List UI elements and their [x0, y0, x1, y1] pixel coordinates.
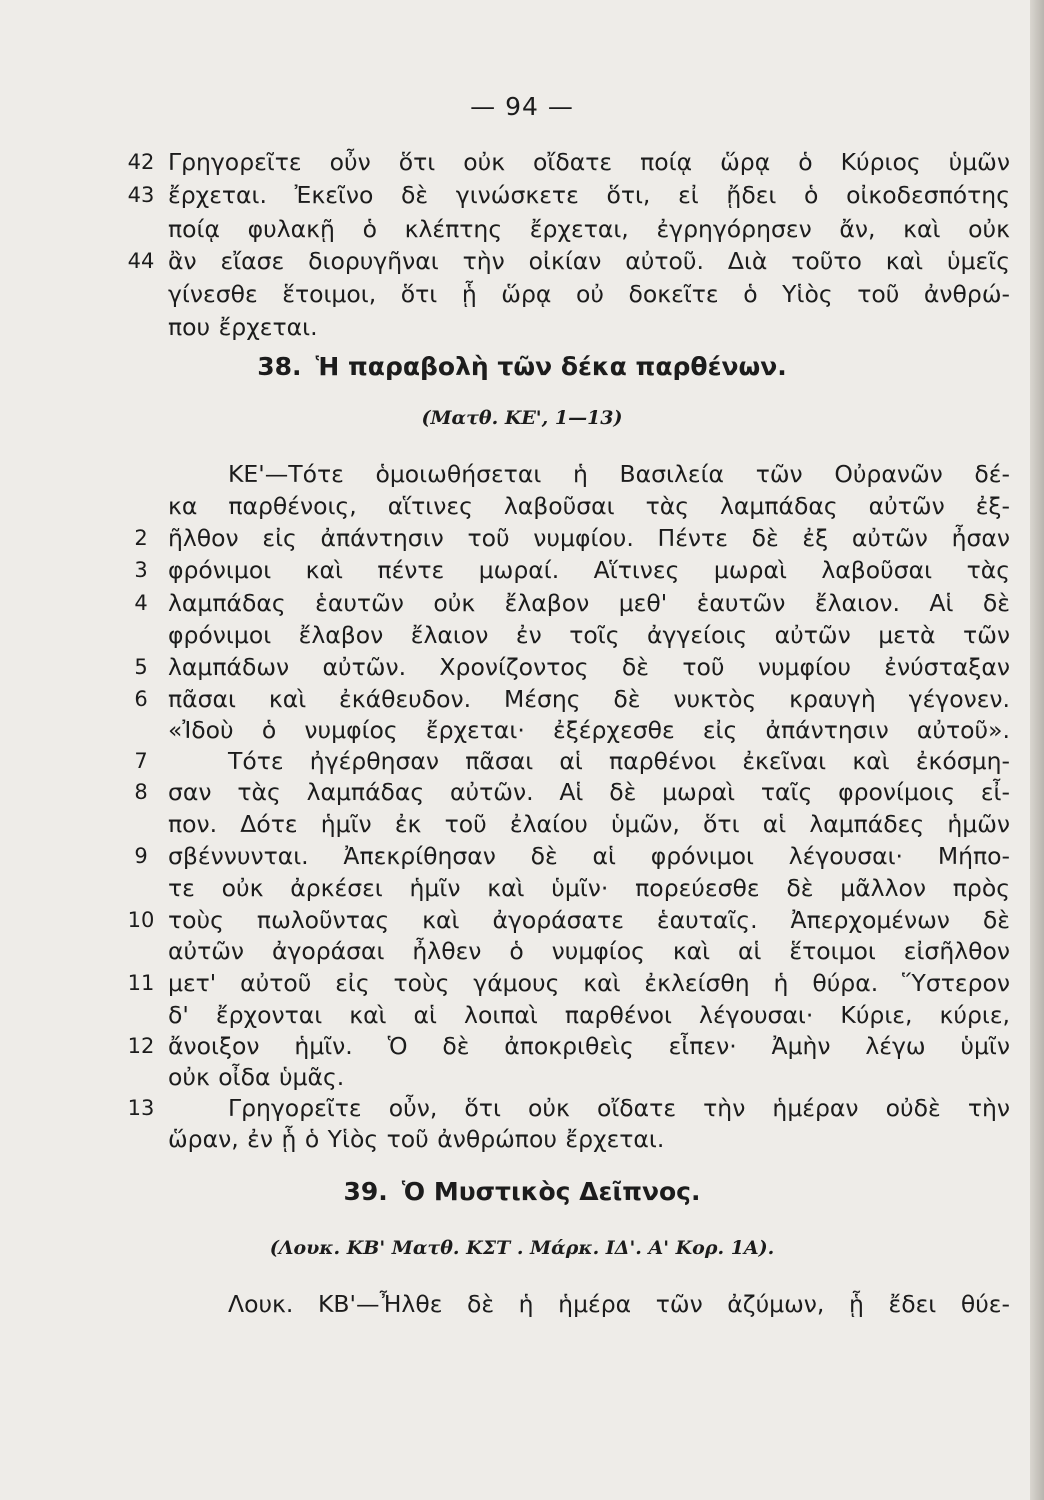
line-text: ΚΕ'—Τότε ὁμοιωθήσεται ἡ Βασιλεία τῶν Οὐρανῶν δέ-: [228, 460, 1010, 488]
line-text: σβέννυνται. Ἀπεκρίθησαν δὲ αἱ φρόνιμοι λέγουσαι· Μήπο-: [168, 842, 1010, 870]
text-line: [0, 872, 1044, 904]
verse-number: 12: [127, 1034, 155, 1058]
line-text: ἂν εἴασε διορυγῆναι τὴν οἰκίαν αὐτοῦ. Διὰ τοῦτο καὶ ὑμεῖς: [168, 247, 1010, 275]
text-line: [0, 808, 1044, 840]
line-text: ῆλθον εἰς ἀπάντησιν τοῦ νυμφίου. Πέντε δὲ ἐξ αὐτῶν ἦσαν: [168, 524, 1010, 552]
line-text: φρόνιμοι καὶ πέντε μωραί. Αἵτινες μωραὶ λαβοῦσαι τὰς: [168, 556, 1010, 584]
line-text: ἄνοιξον ἡμῖν. Ὁ δὲ ἀποκριθεὶς εἶπεν· Ἀμὴν λέγω ὑμῖν: [168, 1032, 1010, 1060]
text-line: [0, 1123, 1044, 1155]
text-line: [0, 683, 1044, 715]
text-line: [0, 490, 1044, 522]
verse-number: 44: [127, 249, 155, 273]
verse-number: 11: [127, 971, 155, 995]
line-text: μετ' αὐτοῦ εἰς τοὺς γάμους καὶ ἐκλείσθη ἡ θύρα. Ὕστερον: [168, 969, 1010, 997]
line-text: τε οὐκ ἀρκέσει ἡμῖν καὶ ὑμῖν· πορεύεσθε δὲ μᾶλλον πρὸς: [168, 874, 1010, 902]
line-text: σαν τὰς λαμπάδας αὐτῶν. Αἱ δὲ μωραὶ ταῖς φρονίμοις εἶ-: [168, 778, 1010, 806]
line-text: τοὺς πωλοῦντας καὶ ἀγοράσατε ἑαυταῖς. Ἀπερχομένων δὲ: [168, 906, 1010, 934]
text-line: [0, 458, 1044, 490]
text-line: [0, 619, 1044, 651]
text-line: [0, 904, 1044, 936]
section-heading: [0, 350, 1044, 384]
text-line: [0, 311, 1044, 343]
line-text: που ἔρχεται.: [168, 313, 318, 341]
verse-number: 5: [134, 655, 148, 679]
line-text: αὐτῶν ἀγοράσαι ἦλθεν ὁ νυμφίος καὶ αἱ ἕτοιμοι εἰσῆλθον: [168, 937, 1010, 965]
line-text: λαμπάδας ἑαυτῶν οὐκ ἔλαβον μεθ' ἑαυτῶν ἔλαιον. Αἱ δὲ: [168, 589, 1010, 617]
verse-number: 10: [127, 908, 155, 932]
line-text: «Ἰδοὺ ὁ νυμφίος ἔρχεται· ἐξέρχεσθε εἰς ἀπάντησιν αὐτοῦ».: [168, 716, 1010, 744]
line-text: Λουκ. ΚΒ'—Ἦλθε δὲ ἡ ἡμέρα τῶν ἀζύμων, ᾗ ἔδει θύε-: [228, 1290, 1010, 1318]
verse-number: 6: [134, 687, 148, 711]
line-text: πᾶσαι καὶ ἐκάθευδον. Μέσης δὲ νυκτὸς κραυγὴ γέγονεν.: [168, 685, 1010, 713]
verse-number: 2: [134, 526, 148, 550]
section-number: 38.: [257, 352, 302, 381]
verse-number: 42: [127, 150, 155, 174]
text-line: [0, 967, 1044, 999]
line-text: κα παρθένοις, αἵτινες λαβοῦσαι τὰς λαμπάδας αὐτῶν ἐξ-: [168, 492, 1010, 520]
verse-number: 4: [134, 591, 148, 615]
section-number: 39.: [343, 1177, 388, 1206]
verse-number: 13: [127, 1096, 155, 1120]
line-text: πον. Δότε ἡμῖν ἐκ τοῦ ἐλαίου ὑμῶν, ὅτι αἱ λαμπάδες ἡμῶν: [168, 810, 1010, 838]
text-line: [0, 1092, 1044, 1124]
line-text: ἔρχεται. Ἐκεῖνο δὲ γινώσκετε ὅτι, εἰ ᾔδει ὁ οἰκοδεσπότης: [168, 181, 1010, 209]
verse-number: 9: [134, 844, 148, 868]
scripture-reference: (Ματθ. ΚΕ', 1—13): [421, 407, 623, 429]
section-title: Ἡ παραβολὴ τῶν δέκα παρθένων.: [315, 352, 787, 381]
section-heading: [0, 1175, 1044, 1209]
line-text: Τότε ἠγέρθησαν πᾶσαι αἱ παρθένοι ἐκεῖναι καὶ ἐκόσμη-: [228, 747, 1010, 775]
line-text: ὥραν, ἐν ᾗ ὁ Υἱὸς τοῦ ἀνθρώπου ἔρχεται.: [168, 1125, 665, 1153]
section-title: Ὁ Μυστικὸς Δεῖπνος.: [401, 1177, 701, 1206]
text-line: [0, 245, 1044, 277]
text-line: [0, 1061, 1044, 1093]
text-line: [0, 1288, 1044, 1320]
text-line: [0, 278, 1044, 310]
text-line: [0, 587, 1044, 619]
line-text: γίνεσθε ἕτοιμοι, ὅτι ᾗ ὥρᾳ οὐ δοκεῖτε ὁ Υἱὸς τοῦ ἀνθρώ-: [168, 280, 1010, 308]
verse-number: 7: [134, 749, 148, 773]
verse-number: 43: [127, 183, 155, 207]
text-line: [0, 999, 1044, 1031]
text-line: [0, 745, 1044, 777]
text-line: [0, 714, 1044, 746]
line-text: ποίᾳ φυλακῇ ὁ κλέπτης ἔρχεται, ἐγρηγόρησεν ἄν, καὶ οὐκ: [168, 215, 1010, 243]
page-number: — 94 —: [470, 92, 574, 121]
text-line: [0, 179, 1044, 211]
text-line: [0, 146, 1044, 178]
scripture-reference: (Λουκ. ΚΒ' Ματθ. ΚΣΤ . Μάρκ. ΙΔ'. Α' Κορ. 1Α).: [269, 1237, 775, 1259]
text-line: [0, 840, 1044, 872]
verse-number: 8: [134, 780, 148, 804]
text-line: [0, 213, 1044, 245]
line-text: δ' ἔρχονται καὶ αἱ λοιπαὶ παρθένοι λέγουσαι· Κύριε, κύριε,: [168, 1001, 1010, 1029]
line-text: φρόνιμοι ἔλαβον ἔλαιον ἐν τοῖς ἀγγείοις αὐτῶν μετὰ τῶν: [168, 621, 1010, 649]
line-text: λαμπάδων αὐτῶν. Χρονίζοντος δὲ τοῦ νυμφίου ἐνύσταξαν: [168, 653, 1010, 681]
line-text: Γρηγορεῖτε οὖν ὅτι οὐκ οἴδατε ποίᾳ ὥρᾳ ὁ Κύριος ὑμῶν: [168, 148, 1010, 176]
verse-number: 3: [134, 558, 148, 582]
text-line: [0, 651, 1044, 683]
text-line: [0, 935, 1044, 967]
text-line: [0, 522, 1044, 554]
text-line: [0, 554, 1044, 586]
line-text: οὐκ οἶδα ὑμᾶς.: [168, 1063, 345, 1091]
text-line: [0, 776, 1044, 808]
text-line: [0, 1030, 1044, 1062]
line-text: Γρηγορεῖτε οὖν, ὅτι οὐκ οἴδατε τὴν ἡμέραν οὐδὲ τὴν: [228, 1094, 1010, 1122]
